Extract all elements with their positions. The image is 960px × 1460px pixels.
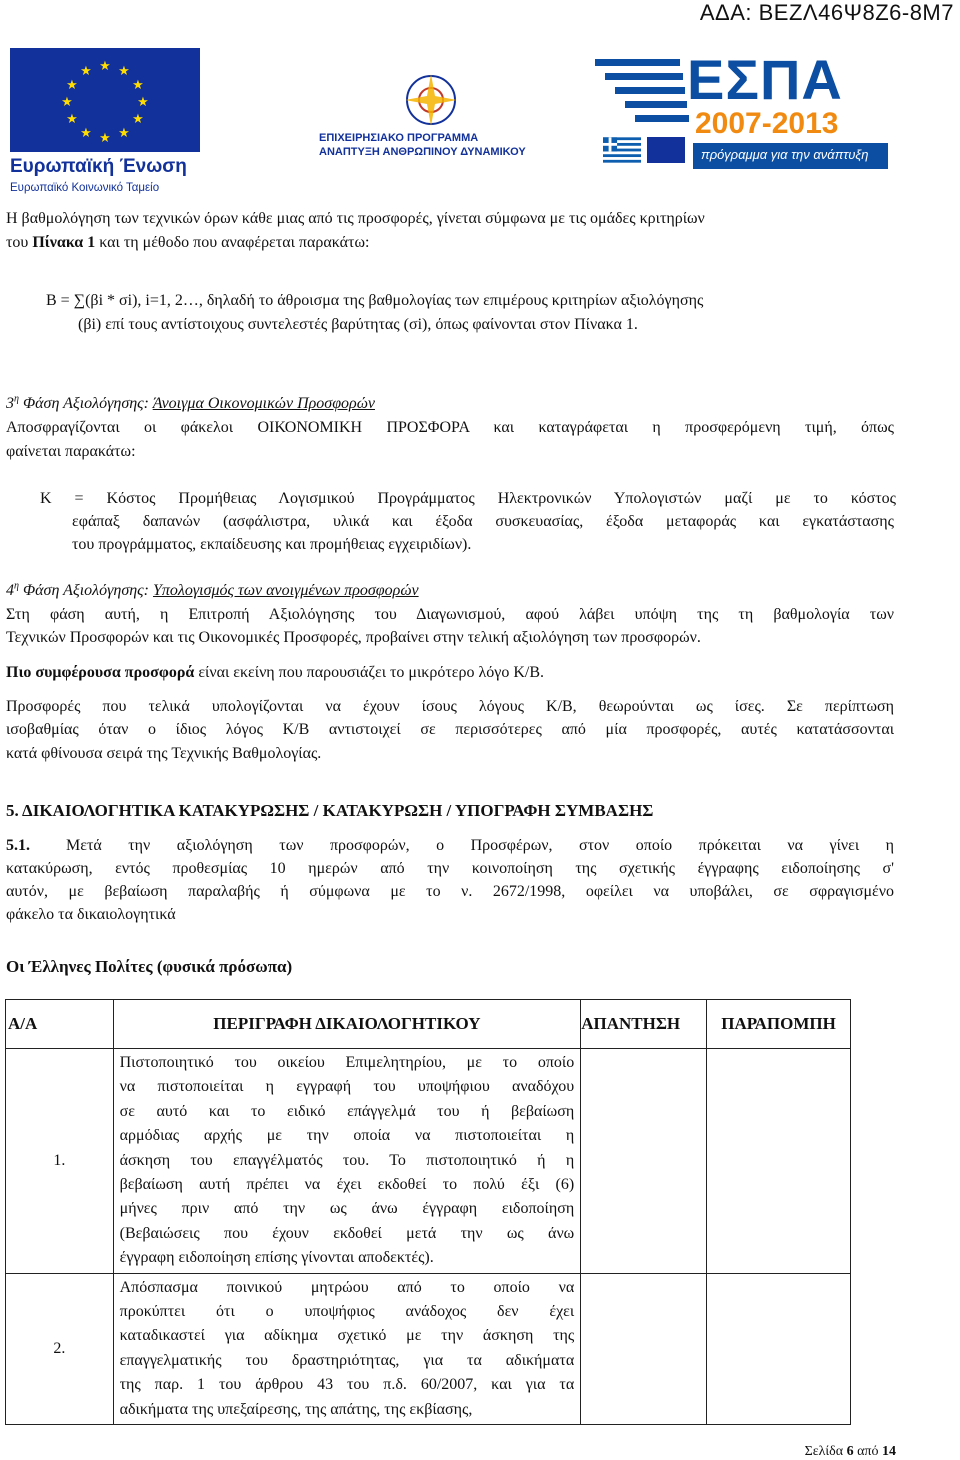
svg-text:★: ★ xyxy=(80,126,92,141)
best-offer-line xyxy=(6,661,894,685)
phase4-text-1: Στη φάση αυτή, η Επιτροπή Αξιολόγησης του Διαγωνισμού, αφού λάβει υπόψη της τη βαθμολογία των xyxy=(6,606,894,623)
phase3-text-1: Αποσφραγίζονται οι φάκελοι ΟΙΚΟΝΟΜΙΚΗ ΠΡΟΣΦΟΡΑ και καταγράφεται η προσφερόμενη τιμή, όπως xyxy=(6,419,894,436)
svg-text:★: ★ xyxy=(132,78,144,93)
svg-text:★: ★ xyxy=(137,95,149,110)
desc-line: αδικήματα της υπεξαίρεσης, της απάτης, της εκβίασης, xyxy=(119,1400,473,1418)
greek-flag-stripes-icon xyxy=(595,59,695,139)
phase4-heading xyxy=(6,579,894,603)
phase4-sup: η xyxy=(14,580,19,592)
para-5-1-num: 5.1. xyxy=(6,837,30,854)
desc-line: άσκηση του επαγγέλματός του. Το πιστοποιητικό ή η xyxy=(119,1151,575,1169)
desc-line: έγγραφη ειδοποίηση επίσης γίνονται αποδεκτές). xyxy=(119,1249,434,1267)
header-description: ΠΕΡΙΓΡΑΦΗ ΔΙΚΑΙΟΛΟΓΗΤΙΚΟΥ xyxy=(113,1000,581,1049)
row-number: 2. xyxy=(6,1273,114,1424)
page-number: 6 xyxy=(846,1444,854,1459)
documents-table xyxy=(5,999,851,1425)
phase4-num: 4 xyxy=(6,582,14,599)
eu-flag-icon xyxy=(10,48,200,152)
svg-text:★: ★ xyxy=(132,112,144,127)
header-aa: Α/Α xyxy=(6,1000,114,1049)
intro-prefix: του xyxy=(6,234,33,251)
eu-logo-text: Ευρωπαϊκή Ένωση xyxy=(10,156,187,177)
greek-flag-icon xyxy=(603,137,641,163)
eu-logo xyxy=(10,48,202,198)
phase3-heading xyxy=(6,392,894,416)
intro-line-2 xyxy=(6,231,894,255)
para-5-1-line-4: φάκελο τα δικαιολογητικά xyxy=(6,906,176,923)
desc-line: μήνες πριν από την ως άνω έγγραφη ειδοποίηση xyxy=(119,1200,575,1218)
para-5-1-text: Μετά την αξιολόγηση των προσφορών, ο Προσφέρων, στον οποίο πρόκειται να γίνει η xyxy=(66,837,894,854)
ep-logo-text: ΕΠΙΧΕΙΡΗΣΙΑΚΟ ΠΡΟΓΡΑΜΜΑ xyxy=(319,132,479,144)
desc-line: σε αυτό και το ειδικό επάγγελμά του ή βεβαίωση xyxy=(119,1102,575,1120)
desc-line: αρμόδιας αρχής με την οποία να πιστοποιείται η xyxy=(119,1127,575,1145)
phase4-label: Φάση Αξιολόγησης: xyxy=(18,582,153,599)
ep-logo-subtext: ΑΝΑΠΤΥΞΗ ΑΝΘΡΩΠΙΝΟΥ ΔΥΝΑΜΙΚΟΥ xyxy=(319,146,526,158)
formula-line-1: B = ∑(βi * σi), i=1, 2…, δηλαδή το άθροισμα της βαθμολογίας των επιμέρους κριτηρίων αξιολόγησης xyxy=(46,292,704,309)
table-row xyxy=(6,1273,851,1424)
k-definition-3: του προγράμματος, εκπαίδευσης και προμήθειας εγχειριδίων). xyxy=(72,536,472,553)
header-reference: ΠΑΡΑΠΟΜΠΗ xyxy=(707,1000,851,1049)
k-definition-1: Κ = Κόστος Προμήθειας Λογισμικού Προγράμματος Ηλεκτρονικών Υπολογιστών μαζί με το κόστος xyxy=(40,490,896,507)
best-offer-rest: είναι εκείνη που παρουσιάζει το μικρότερο λόγο Κ/Β. xyxy=(194,664,544,681)
svg-text:★: ★ xyxy=(118,64,130,79)
espa-logo xyxy=(595,45,895,175)
svg-text:★: ★ xyxy=(99,131,111,146)
table-ref: Πίνακα 1 xyxy=(32,234,96,251)
row-answer-cell xyxy=(581,1273,707,1424)
section-5-heading: 5. ΔΙΚΑΙΟΛΟΓΗΤΙΚΑ ΚΑΤΑΚΥΡΩΣΗΣ / ΚΑΤΑΚΥΡΩΣΗ / ΥΠΟΓΡΑΦΗ ΣΥΜΒΑΣΗΣ xyxy=(6,801,654,820)
phase3-label: Φάση Αξιολόγησης: xyxy=(18,395,153,412)
espa-years: 2007-2013 xyxy=(695,107,839,140)
row-answer-cell xyxy=(581,1049,707,1274)
table-row xyxy=(6,1049,851,1274)
espa-title: ΕΣΠΑ xyxy=(687,48,843,111)
best-offer-bold: Πιο συμφέρουσα προσφορά xyxy=(6,664,195,681)
desc-line: προκύπτει ότι ο υποψήφιος ανάδοχος δεν έχει xyxy=(119,1303,575,1321)
desc-line: (Βεβαιώσεις που έχουν εκδοθεί μετά την ως άνω xyxy=(119,1224,575,1242)
compass-emblem-icon xyxy=(401,70,461,130)
svg-text:★: ★ xyxy=(99,59,111,74)
phase3-text-2: φαίνεται παρακάτω: xyxy=(6,443,136,460)
row-reference-cell xyxy=(707,1049,851,1274)
phase3-title: Άνοιγμα Οικονομικών Προσφορών xyxy=(152,395,375,412)
page-of-label: από xyxy=(853,1444,882,1459)
equal-offers-1: Προσφορές που τελικά υπολογίζονται να έχουν ίσους λόγους Κ/Β, θεωρούνται ως ίσες. Σε περίπτωση xyxy=(6,698,894,715)
desc-line: βεβαίωση αυτή πρέπει να έχει εκδοθεί το πολύ έξι (6) xyxy=(119,1176,575,1194)
phase4-text-2: Τεχνικών Προσφορών και τις Οικονομικές Προσφορές, προβαίνει στην τελική αξιολόγηση των προσφορών. xyxy=(6,629,701,646)
desc-line: επαγγελματικής του δραστηριότητας, για τα αδικήματα xyxy=(119,1351,575,1369)
equal-offers-2: ισοβαθμίας όταν ο ίδιος λόγος Κ/Β αντιστοιχεί σε περισσότερες από μία προσφορές, αυτές κατατάσσονται xyxy=(6,721,894,738)
intro-line-1: Η βαθμολόγηση των τεχνικών όρων κάθε μιας από τις προσφορές, γίνεται σύμφωνα με τις ομάδες κριτηρίων xyxy=(6,210,705,227)
phase3-sup: η xyxy=(14,393,19,405)
row-reference-cell xyxy=(707,1273,851,1424)
svg-text:★: ★ xyxy=(61,95,73,110)
desc-line: Απόσπασμα ποινικού μητρώου από το οποίο να xyxy=(119,1278,575,1296)
equal-offers-3: κατά φθίνουσα σειρά της Τεχνικής Βαθμολογίας. xyxy=(6,745,322,762)
row-description xyxy=(113,1273,581,1424)
svg-text:★: ★ xyxy=(66,78,78,93)
row-description xyxy=(113,1049,581,1274)
phase3-num: 3 xyxy=(6,395,14,412)
page-footer xyxy=(805,1444,896,1460)
eu-mini-flag-icon xyxy=(647,137,685,163)
header-answer: ΑΠΑΝΤΗΣΗ xyxy=(581,1000,707,1049)
table-header-row xyxy=(6,1000,851,1049)
formula-line-2: (βi) επί τους αντίστοιχους συντελεστές βαρύτητας (σi), όπως φαίνονται στον Πίνακα 1. xyxy=(78,316,638,333)
k-definition-2: εφάπαξ δαπανών (ασφάλιστρα, υλικά και έξοδα συσκευασίας, έξοδα μεταφοράς και εγκατάστασης xyxy=(72,513,894,530)
row-number: 1. xyxy=(6,1049,114,1274)
citizens-heading: Οι Έλληνες Πολίτες (φυσικά πρόσωπα) xyxy=(6,957,293,976)
desc-line: Πιστοποιητικό του οικείου Επιμελητηρίου, με το οποίο xyxy=(119,1054,575,1071)
desc-line: να πιστοποιείται η εγγραφή του υποψήφιου αναδόχου xyxy=(119,1078,575,1096)
para-5-1-line-1 xyxy=(6,834,894,858)
ep-logo xyxy=(285,70,575,170)
intro-suffix: και τη μέθοδο που αναφέρεται παρακάτω: xyxy=(95,234,370,251)
para-5-1-line-2: κατακύρωση, εντός προθεσμίας 10 ημερών από την κοινοποίηση της σχετικής έγγραφης ειδοποίησης σ' xyxy=(6,860,894,877)
phase4-title: Υπολογισμός των ανοιγμένων προσφορών xyxy=(152,582,419,599)
espa-tagline: πρόγραμμα για την ανάπτυξη xyxy=(701,147,869,162)
ada-code: ΑΔΑ: ΒΕΖΛ46Ψ8Ζ6-8Μ7 xyxy=(699,0,954,25)
page-label: Σελίδα xyxy=(804,1444,847,1459)
para-5-1-line-3: αυτόν, με βεβαίωση παραλαβής ή σύμφωνα με το ν. 2672/1998, οφείλει να υποβάλει, σε σφραγισμένο xyxy=(6,883,894,900)
desc-line: καταδικαστεί για αδίκημα σχετικό με την άσκηση της xyxy=(119,1327,575,1345)
desc-line: της παρ. 1 του άρθρου 43 του π.δ. 60/2007, και για τα xyxy=(119,1376,575,1394)
svg-text:★: ★ xyxy=(66,112,78,127)
eu-logo-subtext: Ευρωπαϊκό Κοινωνικό Ταμείο xyxy=(10,182,160,194)
svg-text:★: ★ xyxy=(118,126,130,141)
page-total: 14 xyxy=(882,1444,896,1459)
svg-text:★: ★ xyxy=(80,64,92,79)
